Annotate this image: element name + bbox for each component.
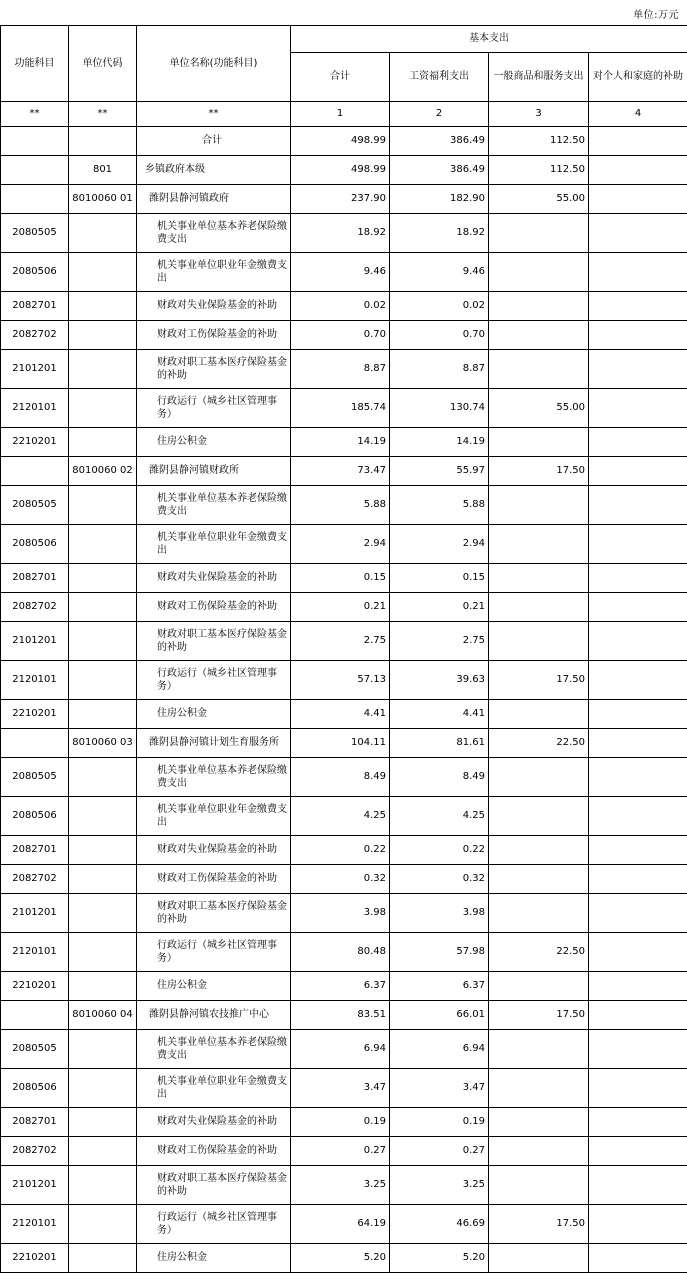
- cell-goods: [489, 593, 589, 622]
- table-row: [1, 865, 687, 894]
- cell-total: 0.15: [291, 564, 390, 593]
- cell-goods: [489, 1069, 589, 1108]
- cell-unit-name: 机关事业单位职业年金缴费支出: [137, 797, 291, 836]
- cell-personal: [589, 1108, 687, 1137]
- cell-personal: [589, 525, 687, 564]
- marker-col-4: 4: [589, 102, 687, 127]
- cell-unit-name: 行政运行（城乡社区管理事务）: [137, 933, 291, 972]
- cell-unit-code: [69, 214, 137, 253]
- cell-unit-name: 财政对工伤保险基金的补助: [137, 321, 291, 350]
- cell-goods: [489, 797, 589, 836]
- cell-unit-code: [69, 389, 137, 428]
- cell-personal: [589, 350, 687, 389]
- unit-note: 单位:万元: [0, 0, 687, 25]
- table-row: [1, 622, 687, 661]
- cell-salary: 0.19: [390, 1108, 489, 1137]
- cell-personal: [589, 127, 687, 156]
- cell-total: 73.47: [291, 457, 390, 486]
- cell-total: 0.22: [291, 836, 390, 865]
- table-row: [1, 428, 687, 457]
- cell-unit-code: [69, 622, 137, 661]
- marker-func-code: **: [1, 102, 69, 127]
- cell-personal: [589, 797, 687, 836]
- cell-personal: [589, 389, 687, 428]
- table-row: [1, 729, 687, 758]
- table-row: [1, 797, 687, 836]
- marker-unit-code: **: [69, 102, 137, 127]
- cell-salary: 182.90: [390, 185, 489, 214]
- cell-unit-code: [69, 1244, 137, 1273]
- table-row: [1, 661, 687, 700]
- table-row: [1, 292, 687, 321]
- cell-func-code: 2120101: [1, 933, 69, 972]
- cell-func-code: 2101201: [1, 894, 69, 933]
- cell-salary: 0.15: [390, 564, 489, 593]
- cell-salary: 6.37: [390, 972, 489, 1001]
- cell-unit-code: [69, 1030, 137, 1069]
- cell-func-code: 2082701: [1, 292, 69, 321]
- marker-col-1: 1: [291, 102, 390, 127]
- cell-personal: [589, 292, 687, 321]
- cell-func-code: 2120101: [1, 661, 69, 700]
- cell-goods: [489, 758, 589, 797]
- cell-salary: 81.61: [390, 729, 489, 758]
- cell-goods: 55.00: [489, 389, 589, 428]
- table-row: [1, 593, 687, 622]
- cell-total: 0.02: [291, 292, 390, 321]
- cell-func-code: 2080506: [1, 1069, 69, 1108]
- marker-col-2: 2: [390, 102, 489, 127]
- cell-goods: [489, 972, 589, 1001]
- cell-salary: 4.41: [390, 700, 489, 729]
- cell-personal: [589, 1166, 687, 1205]
- cell-salary: 4.25: [390, 797, 489, 836]
- cell-unit-name: 潍阴县静河镇计划生育服务所: [137, 729, 291, 758]
- cell-func-code: 2082702: [1, 593, 69, 622]
- cell-func-code: 2082701: [1, 1108, 69, 1137]
- cell-goods: [489, 894, 589, 933]
- cell-personal: [589, 894, 687, 933]
- cell-total: 0.21: [291, 593, 390, 622]
- cell-func-code: 2080506: [1, 797, 69, 836]
- table-header: [1, 26, 687, 127]
- cell-unit-code: [69, 836, 137, 865]
- cell-total: 5.88: [291, 486, 390, 525]
- cell-salary: 0.22: [390, 836, 489, 865]
- cell-salary: 3.98: [390, 894, 489, 933]
- cell-total: 185.74: [291, 389, 390, 428]
- cell-unit-code: [69, 321, 137, 350]
- cell-func-code: [1, 156, 69, 185]
- cell-personal: [589, 622, 687, 661]
- cell-unit-code: [69, 1069, 137, 1108]
- cell-unit-code: [69, 758, 137, 797]
- basic-expenditure-table: [0, 25, 687, 1273]
- cell-unit-code: [69, 700, 137, 729]
- table-row: [1, 836, 687, 865]
- cell-salary: 55.97: [390, 457, 489, 486]
- table-row: [1, 700, 687, 729]
- cell-personal: [589, 972, 687, 1001]
- cell-personal: [589, 1069, 687, 1108]
- cell-unit-name: 机关事业单位职业年金缴费支出: [137, 1069, 291, 1108]
- cell-unit-code: 8010060 04: [69, 1001, 137, 1030]
- header-basic-expenditure: 基本支出: [291, 26, 687, 53]
- cell-goods: [489, 1244, 589, 1273]
- cell-func-code: 2080505: [1, 1030, 69, 1069]
- cell-total: 64.19: [291, 1205, 390, 1244]
- cell-salary: 46.69: [390, 1205, 489, 1244]
- cell-unit-name: 财政对职工基本医疗保险基金的补助: [137, 1166, 291, 1205]
- cell-unit-code: [69, 292, 137, 321]
- cell-total: 498.99: [291, 156, 390, 185]
- cell-unit-code: [69, 894, 137, 933]
- cell-unit-name: 财政对失业保险基金的补助: [137, 292, 291, 321]
- cell-salary: 2.94: [390, 525, 489, 564]
- cell-total: 57.13: [291, 661, 390, 700]
- cell-goods: 22.50: [489, 933, 589, 972]
- cell-personal: [589, 661, 687, 700]
- cell-salary: 0.21: [390, 593, 489, 622]
- header-row-group: [1, 26, 687, 53]
- cell-unit-name: 住房公积金: [137, 1244, 291, 1273]
- table-row: [1, 253, 687, 292]
- cell-unit-code: [69, 865, 137, 894]
- cell-func-code: [1, 185, 69, 214]
- cell-func-code: 2210201: [1, 428, 69, 457]
- cell-unit-name: 财政对失业保险基金的补助: [137, 836, 291, 865]
- cell-goods: [489, 865, 589, 894]
- cell-salary: 0.27: [390, 1137, 489, 1166]
- cell-total: 4.41: [291, 700, 390, 729]
- cell-goods: [489, 836, 589, 865]
- cell-total: 14.19: [291, 428, 390, 457]
- cell-personal: [589, 700, 687, 729]
- cell-unit-name: 潍阴县静河镇财政所: [137, 457, 291, 486]
- cell-salary: 3.47: [390, 1069, 489, 1108]
- cell-goods: 17.50: [489, 661, 589, 700]
- marker-col-3: 3: [489, 102, 589, 127]
- table-row: [1, 127, 687, 156]
- cell-goods: 112.50: [489, 127, 589, 156]
- cell-func-code: [1, 1001, 69, 1030]
- cell-salary: 386.49: [390, 156, 489, 185]
- cell-salary: 5.88: [390, 486, 489, 525]
- cell-func-code: 2082702: [1, 321, 69, 350]
- cell-personal: [589, 865, 687, 894]
- cell-salary: 5.20: [390, 1244, 489, 1273]
- cell-func-code: 2080505: [1, 758, 69, 797]
- cell-unit-name: 机关事业单位基本养老保险缴费支出: [137, 1030, 291, 1069]
- cell-goods: 55.00: [489, 185, 589, 214]
- cell-unit-code: 801: [69, 156, 137, 185]
- cell-personal: [589, 486, 687, 525]
- cell-unit-name: 潍阴县静河镇政府: [137, 185, 291, 214]
- cell-unit-code: [69, 797, 137, 836]
- cell-total: 18.92: [291, 214, 390, 253]
- cell-total: 0.70: [291, 321, 390, 350]
- cell-total: 0.32: [291, 865, 390, 894]
- cell-personal: [589, 593, 687, 622]
- cell-total: 498.99: [291, 127, 390, 156]
- cell-unit-name: 机关事业单位职业年金缴费支出: [137, 253, 291, 292]
- cell-total: 0.27: [291, 1137, 390, 1166]
- cell-unit-name: 财政对失业保险基金的补助: [137, 564, 291, 593]
- cell-goods: 22.50: [489, 729, 589, 758]
- cell-goods: 17.50: [489, 1001, 589, 1030]
- cell-unit-name: 财政对工伤保险基金的补助: [137, 865, 291, 894]
- cell-goods: [489, 292, 589, 321]
- cell-goods: [489, 1030, 589, 1069]
- cell-func-code: 2082702: [1, 1137, 69, 1166]
- cell-unit-name: 机关事业单位职业年金缴费支出: [137, 525, 291, 564]
- table-row: [1, 1001, 687, 1030]
- cell-total: 6.94: [291, 1030, 390, 1069]
- cell-func-code: 2080506: [1, 525, 69, 564]
- cell-unit-name: 潍阴县静河镇农技推广中心: [137, 1001, 291, 1030]
- table-row: [1, 321, 687, 350]
- cell-func-code: 2082702: [1, 865, 69, 894]
- cell-func-code: 2080506: [1, 253, 69, 292]
- cell-func-code: 2101201: [1, 350, 69, 389]
- table-row: [1, 1108, 687, 1137]
- table-body: [1, 127, 687, 1273]
- table-row: [1, 1244, 687, 1273]
- cell-unit-name: 行政运行（城乡社区管理事务）: [137, 1205, 291, 1244]
- cell-total: 3.98: [291, 894, 390, 933]
- cell-unit-code: [69, 933, 137, 972]
- table-row: [1, 564, 687, 593]
- cell-total: 9.46: [291, 253, 390, 292]
- cell-total: 104.11: [291, 729, 390, 758]
- cell-goods: [489, 486, 589, 525]
- cell-goods: [489, 214, 589, 253]
- cell-salary: 8.49: [390, 758, 489, 797]
- cell-personal: [589, 457, 687, 486]
- cell-total: 8.87: [291, 350, 390, 389]
- cell-salary: 2.75: [390, 622, 489, 661]
- cell-personal: [589, 1001, 687, 1030]
- cell-unit-name: 财政对职工基本医疗保险基金的补助: [137, 894, 291, 933]
- cell-total: 83.51: [291, 1001, 390, 1030]
- cell-salary: 39.63: [390, 661, 489, 700]
- header-total: 合计: [291, 53, 390, 102]
- cell-unit-name: 机关事业单位基本养老保险缴费支出: [137, 758, 291, 797]
- cell-total: 6.37: [291, 972, 390, 1001]
- cell-goods: [489, 622, 589, 661]
- cell-total: 237.90: [291, 185, 390, 214]
- cell-unit-code: 8010060 02: [69, 457, 137, 486]
- cell-total: 0.19: [291, 1108, 390, 1137]
- cell-unit-code: [69, 564, 137, 593]
- cell-goods: [489, 1166, 589, 1205]
- cell-unit-name: 住房公积金: [137, 972, 291, 1001]
- table-row: [1, 214, 687, 253]
- marker-unit-name: **: [137, 102, 291, 127]
- table-row: [1, 486, 687, 525]
- cell-goods: [489, 253, 589, 292]
- cell-personal: [589, 185, 687, 214]
- cell-unit-name: 行政运行（城乡社区管理事务）: [137, 389, 291, 428]
- header-salary: 工资福利支出: [390, 53, 489, 102]
- cell-total: 2.75: [291, 622, 390, 661]
- cell-unit-code: [69, 350, 137, 389]
- header-personal-subsidy: 对个人和家庭的补助: [589, 53, 687, 102]
- cell-func-code: [1, 127, 69, 156]
- cell-total: 80.48: [291, 933, 390, 972]
- cell-func-code: 2080505: [1, 214, 69, 253]
- header-unit-name: 单位名称(功能科目): [137, 26, 291, 102]
- cell-total: 3.25: [291, 1166, 390, 1205]
- cell-personal: [589, 253, 687, 292]
- cell-func-code: [1, 729, 69, 758]
- cell-unit-code: [69, 253, 137, 292]
- cell-personal: [589, 933, 687, 972]
- table-row: [1, 389, 687, 428]
- cell-total: 2.94: [291, 525, 390, 564]
- cell-unit-code: [69, 1166, 137, 1205]
- cell-unit-code: [69, 127, 137, 156]
- cell-unit-name: 合计: [137, 127, 291, 156]
- cell-unit-code: [69, 972, 137, 1001]
- cell-func-code: 2101201: [1, 1166, 69, 1205]
- cell-personal: [589, 156, 687, 185]
- table-row: [1, 1137, 687, 1166]
- cell-goods: [489, 525, 589, 564]
- cell-func-code: 2120101: [1, 1205, 69, 1244]
- cell-salary: 9.46: [390, 253, 489, 292]
- cell-goods: 17.50: [489, 1205, 589, 1244]
- cell-unit-name: 住房公积金: [137, 428, 291, 457]
- cell-salary: 14.19: [390, 428, 489, 457]
- cell-unit-name: 机关事业单位基本养老保险缴费支出: [137, 214, 291, 253]
- table-row: [1, 350, 687, 389]
- header-unit-code: 单位代码: [69, 26, 137, 102]
- cell-unit-name: 行政运行（城乡社区管理事务）: [137, 661, 291, 700]
- cell-goods: [489, 321, 589, 350]
- cell-unit-name: 财政对失业保险基金的补助: [137, 1108, 291, 1137]
- cell-unit-code: [69, 525, 137, 564]
- cell-goods: [489, 564, 589, 593]
- cell-personal: [589, 729, 687, 758]
- cell-func-code: 2082701: [1, 836, 69, 865]
- cell-unit-code: [69, 661, 137, 700]
- cell-total: 5.20: [291, 1244, 390, 1273]
- cell-salary: 0.02: [390, 292, 489, 321]
- table-row: [1, 156, 687, 185]
- cell-total: 4.25: [291, 797, 390, 836]
- table-row: [1, 185, 687, 214]
- cell-func-code: 2210201: [1, 700, 69, 729]
- cell-salary: 0.32: [390, 865, 489, 894]
- cell-unit-code: [69, 1137, 137, 1166]
- cell-unit-name: 财政对工伤保险基金的补助: [137, 1137, 291, 1166]
- cell-unit-code: 8010060 01: [69, 185, 137, 214]
- cell-personal: [589, 1030, 687, 1069]
- cell-personal: [589, 1137, 687, 1166]
- cell-salary: 6.94: [390, 1030, 489, 1069]
- cell-unit-name: 住房公积金: [137, 700, 291, 729]
- table-row: [1, 972, 687, 1001]
- cell-personal: [589, 321, 687, 350]
- cell-unit-code: [69, 593, 137, 622]
- cell-unit-name: 乡镇政府本级: [137, 156, 291, 185]
- cell-goods: 17.50: [489, 457, 589, 486]
- header-goods-services: 一般商品和服务支出: [489, 53, 589, 102]
- table-row: [1, 1166, 687, 1205]
- cell-personal: [589, 214, 687, 253]
- cell-personal: [589, 564, 687, 593]
- cell-unit-name: 财政对职工基本医疗保险基金的补助: [137, 350, 291, 389]
- cell-goods: [489, 1137, 589, 1166]
- cell-personal: [589, 836, 687, 865]
- cell-unit-name: 机关事业单位基本养老保险缴费支出: [137, 486, 291, 525]
- cell-personal: [589, 758, 687, 797]
- cell-salary: 18.92: [390, 214, 489, 253]
- cell-personal: [589, 428, 687, 457]
- cell-unit-code: [69, 486, 137, 525]
- cell-func-code: 2210201: [1, 972, 69, 1001]
- cell-func-code: [1, 457, 69, 486]
- cell-func-code: 2210201: [1, 1244, 69, 1273]
- table-row: [1, 1030, 687, 1069]
- cell-salary: 386.49: [390, 127, 489, 156]
- table-row: [1, 894, 687, 933]
- cell-func-code: 2082701: [1, 564, 69, 593]
- cell-salary: 3.25: [390, 1166, 489, 1205]
- cell-goods: 112.50: [489, 156, 589, 185]
- cell-unit-code: [69, 428, 137, 457]
- header-func-code: 功能科目: [1, 26, 69, 102]
- cell-func-code: 2080505: [1, 486, 69, 525]
- cell-unit-code: 8010060 03: [69, 729, 137, 758]
- table-row: [1, 457, 687, 486]
- table-row: [1, 1069, 687, 1108]
- cell-goods: [489, 1108, 589, 1137]
- cell-salary: 130.74: [390, 389, 489, 428]
- table-row: [1, 525, 687, 564]
- cell-salary: 0.70: [390, 321, 489, 350]
- cell-goods: [489, 350, 589, 389]
- cell-unit-code: [69, 1108, 137, 1137]
- cell-unit-name: 财政对工伤保险基金的补助: [137, 593, 291, 622]
- cell-func-code: 2101201: [1, 622, 69, 661]
- cell-salary: 8.87: [390, 350, 489, 389]
- cell-salary: 66.01: [390, 1001, 489, 1030]
- table-row: [1, 758, 687, 797]
- cell-func-code: 2120101: [1, 389, 69, 428]
- cell-personal: [589, 1244, 687, 1273]
- cell-total: 8.49: [291, 758, 390, 797]
- cell-total: 3.47: [291, 1069, 390, 1108]
- table-row: [1, 933, 687, 972]
- cell-salary: 57.98: [390, 933, 489, 972]
- header-row-markers: [1, 102, 687, 127]
- cell-unit-name: 财政对职工基本医疗保险基金的补助: [137, 622, 291, 661]
- cell-goods: [489, 428, 589, 457]
- cell-goods: [489, 700, 589, 729]
